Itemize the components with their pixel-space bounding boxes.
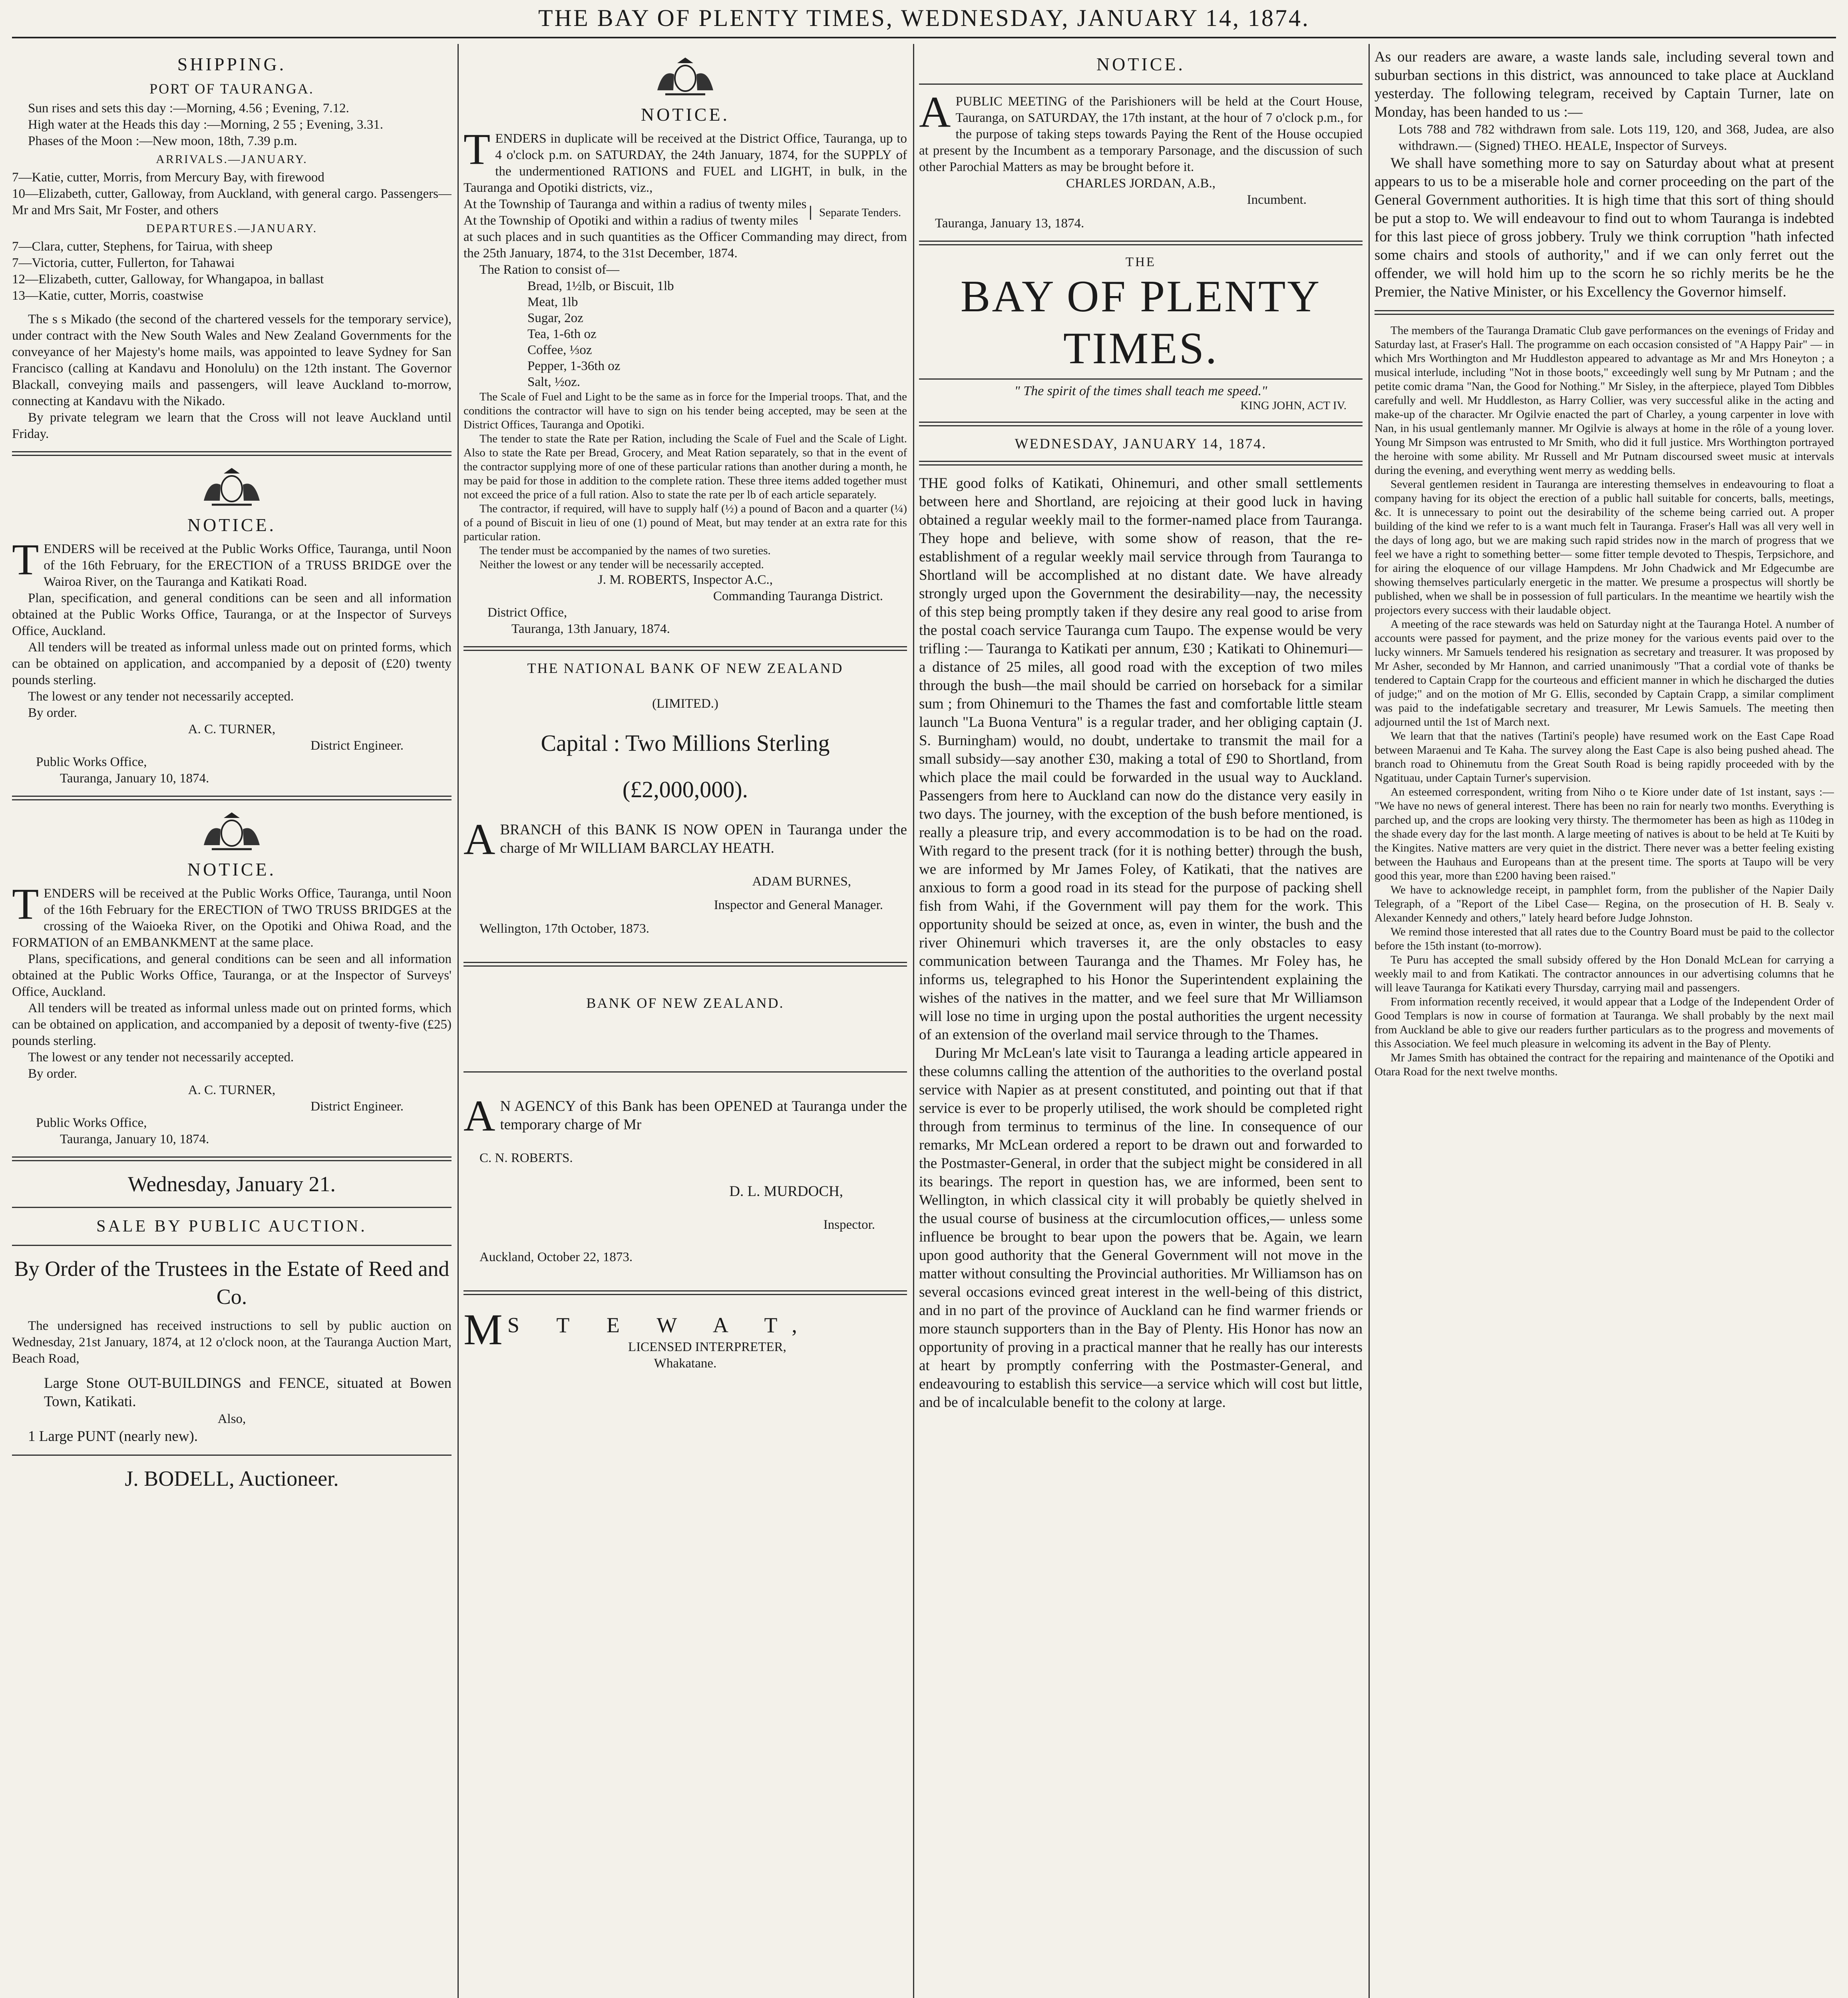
ration-item: Coffee, ⅓oz — [527, 343, 592, 357]
branch-body: BRANCH of this BANK IS NOW OPEN in Tauranga under the charge of Mr WILLIAM BARCLAY HEATH. — [500, 822, 907, 856]
ration-intro: The Ration to consist of— — [479, 263, 620, 277]
auction-item: 1 Large PUNT (nearly new). — [28, 1428, 198, 1445]
notice-body: ENDERS will be received at the Public Works Office, Tauranga, until Noon of the 16th February, for the ERECTION of a TRUSS BRIDGE over the Wairoa River, on the Tauranga and Katikati Road. — [44, 542, 452, 589]
bank-capital: Capital : Two Millions Sterling — [541, 730, 830, 756]
bank-capital-amount: (£2,000,000). — [622, 776, 748, 802]
divider — [12, 1245, 452, 1246]
bank-heading: THE NATIONAL BANK OF NEW ZEALAND — [527, 660, 843, 676]
column-1 — [12, 48, 452, 1998]
news-paragraph: An esteemed correspondent, writing from Niho o te Kiore under date of 1st instant, says :— "We have no news of general interest. There has been no rain for nearly two months. Everything is parched up, and the crops are looking very thirsty. The thermometer has been as high as 110deg in the shade every day for the last month. A large meeting of natives is about to be held at Te Kuiti by the Kingites. Native matters are very quiet in the district. There never was a better feeling existing between the Hauhaus and Europeans than at the present time. The sports at Taupo will be very good this year, more than £200 having been raised." — [1375, 786, 1834, 882]
royal-crest-icon — [196, 465, 268, 509]
high-water: High water at the Heads this day :—Morning, 2 55 ; Evening, 3.31. — [28, 117, 384, 132]
notice-heading: NOTICE. — [641, 104, 730, 125]
drop-cap: T — [12, 880, 39, 928]
notice-paragraph: The lowest or any tender not necessarily accepted. — [28, 689, 294, 704]
notice-date: Auckland, October 22, 1873. — [479, 1250, 633, 1264]
drop-cap: T — [12, 535, 39, 584]
signatory-title: Inspector. — [823, 1218, 875, 1232]
divider — [919, 461, 1363, 466]
notice-date: Tauranga, January 10, 1874. — [60, 1132, 209, 1146]
notice-date: Tauranga, January 10, 1874. — [60, 771, 209, 786]
news-paragraph: We learn that that the natives (Tartini's people) have resumed work on the East Cape Road between Maraenui and Te Kaha. The survey along the East Cape is also being pushed ahead. The branch road to Ohinemutu from the Great South Road is being rapidly proceeded with by the Ngatituau, under Captain Turner's supervision. — [1375, 730, 1834, 784]
news-paragraph: Mr James Smith has obtained the contract for the repairing and maintenance of the Opotiki and Otara Road for the next twelve months. — [1375, 1051, 1834, 1078]
signatory-title: Commanding Tauranga District. — [713, 589, 883, 603]
telegram-paragraph: By private telegram we learn that the Cross will not leave Auckland until Friday. — [12, 410, 452, 441]
ration-list — [463, 278, 907, 390]
news-paragraph: A meeting of the race stewards was held on Saturday night at the Tauranga Hotel. A number of accounts were passed for payment, and the prize money for the various events paid over to the lucky winners. Mr Samuels tendered his resignation as secretary and treasurer. It was proposed by Mr Asher, seconded by Mr Hannon, and carried unanimously "That a cordial vote of thanks be tendered to Captain Crapp for the courteous and efficient manner in which he discharged the duties of judge;" and on the motion of Mr G. Ellis, seconded by Captain Crapp, a similar compliment was paid to the indefatigable secretary and treasurer, Mr Lewis Samuels. The meeting then adjourned until the 1st of March next. — [1375, 618, 1834, 728]
signatory-title: District Engineer. — [310, 738, 404, 753]
column-rule — [1369, 44, 1370, 1998]
by-order: By order. — [28, 706, 77, 720]
notice-paragraph: The lowest or any tender not necessarily accepted. — [28, 1050, 294, 1065]
signatory: A. C. TURNER, — [188, 1083, 276, 1097]
divider — [12, 451, 452, 456]
notice-paragraph: The tender to state the Rate per Ration, including the Scale of Fuel and the Scale of Light. Also to state the Rate per Bread, Grocery, and Meat Ration separately, so that in the event of the contractor supplying more of one of these particular rations than another during a month, he may be paid for those in addition to the complete ration. These three items added together must not exceed the price of a full ration. Also to state the rate per lb of each article separately. — [463, 432, 907, 501]
arrival-entry: 7—Katie, cutter, Morris, from Mercury Bay, with firewood — [12, 170, 324, 185]
divider — [463, 646, 907, 651]
auctioneer: J. BODELL, Auctioneer. — [125, 1467, 339, 1491]
notice-date: Wellington, 17th October, 1873. — [479, 921, 649, 936]
agency-body: N AGENCY of this Bank has been OPENED at Tauranga under the temporary charge of Mr — [500, 1098, 907, 1133]
drop-cap: A — [463, 1091, 495, 1140]
notice-paragraph: Neither the lowest or any tender will be necessarily accepted. — [479, 558, 764, 571]
township: At the Township of Opotiki and within a radius of twenty miles — [463, 213, 798, 228]
signatory-title: Inspector and General Manager. — [714, 898, 883, 912]
office: Public Works Office, — [36, 1116, 147, 1130]
news-paragraph: We shall have something more to say on Saturday about what at present appears to us to be a miserable hole and corner proceeding on the part of the General Government authorities. It is high time that this sort of thing should be put a stop to. We will endeavour to find out to whom Tauranga is indebted for this last piece of gross jobbery. Truly we think corruption "hath infected some chairs and stools of authority," and if we can only ferret out the offender, we will hold him up to the scorn he so richly merits be he the Premier, the Native Minister, or his Excellency the Governor himself. — [1375, 155, 1834, 300]
port-heading: PORT OF TAURANGA. — [149, 81, 314, 97]
divider — [463, 1071, 907, 1073]
sun-times: Sun rises and sets this day :—Morning, 4.56 ; Evening, 7.12. — [28, 101, 349, 115]
news-paragraph: The members of the Tauranga Dramatic Club gave performances on the evenings of Friday and Saturday last, at Fraser's Hall. The programme on each occasion consisted of "A Happy Pair" — in which Mrs Worthington and Mr Huddleston appeared to advantage as Mr and Mrs Honeyton ; a musical interlude, including "Not in those boots," exceedingly well sung by Mr Putnam ; and the petite comic drama "Nan, the Good for Nothing." Mr Sisley, in the afterpiece, played Tom Dibbles carefully and well. Mr Huddleston, as Harry Collier, was very successful alike in the acting and make-up of the character. Mr Ogilvie enacted the part of Charley, a young carpenter in love with Nan, in his usual gentlemanly manner. Mr Ogilvie is always at home in the rôle of a young lover. Young Mr Simpson was entrusted to Mr Smith, who did it full justice. Mrs Worthington portrayed the heroine with some ability. Mr Russell and Mr Putnam discoursed sweet music at intervals during the evening, and everything went merry as wedding bells. — [1375, 324, 1834, 477]
notice-heading: NOTICE. — [187, 859, 277, 880]
divider — [919, 241, 1363, 245]
departures-heading: DEPARTURES.—JANUARY. — [146, 222, 318, 235]
mikado-paragraph: The s s Mikado (the second of the chartered vessels for the temporary service), under contract with the New South Wales and New Zealand Governments for the conveyance of her Majesty's home mails, was appointed to leave Sydney for San Francisco (calling at Kandavu and Honolulu) on the 12th instant. The Governor Blackall, conveying mails and passengers, will leave Auckland to-morrow, connecting at Kandavu with the Nikado. — [12, 312, 452, 408]
divider — [12, 1207, 452, 1208]
news-paragraph: Several gentlemen resident in Tauranga are interesting themselves in endeavouring to float a company having for its object the erection of a public hall suitable for concerts, balls, meetings, &c. It is unnecessary to point out the desirability of the scheme being carried out. A proper building of the kind we refer to is a want much felt in Tauranga. Fraser's Hall was all very well in the days of long ago, but we are making such rapid strides now in the march of progress that we feel we have a right to something better— some fitter temple devoted to Thespis, Terpsichore, and for airing the eloquence of our village Hampdens. Mr John Chadwick and Mr Edgecumbe are showing themselves particularly energetic in the matter. We presume a prospectus will shortly be published, when we shall be in possession of full particulars. In the meantime we heartily wish the projectors every success with their laudable object. — [1375, 478, 1834, 617]
notice-paragraph: All tenders will be treated as informal unless made out on printed forms, which can be obtained on application, and accompanied by a deposit of twenty-five (£25) pounds sterling. — [12, 1001, 452, 1048]
news-paragraph: We have to acknowledge receipt, in pamphlet form, from the publisher of the Napier Daily Telegraph, of a "Report of the Libel Case— Regina, on the prosecution of H. B. Sealy v. Alexander Kennedy and others," lately heard before Judge Johnston. — [1375, 884, 1834, 924]
divider — [919, 84, 1363, 85]
divider — [1375, 310, 1834, 315]
signatory-title: Incumbent. — [1247, 193, 1307, 207]
departure-entry: 13—Katie, cutter, Morris, coastwise — [12, 289, 203, 303]
office: Public Works Office, — [36, 755, 147, 769]
auction-body: The undersigned has received instructions to sell by public auction on Wednesday, 21st January, 1874, at 12 o'clock noon, at the Tauranga Auction Mart, Beach Road, — [12, 1319, 452, 1366]
township-block — [463, 196, 907, 229]
divider — [12, 1156, 452, 1161]
ration-item: Sugar, 2oz — [527, 311, 583, 325]
telegram-text: Lots 788 and 782 withdrawn from sale. Lots 119, 120, and 368, Judea, are also withdrawn.— (Signed) THEO. HEALE, Inspector of Surveys. — [1398, 122, 1834, 153]
arrivals-heading: ARRIVALS.—JANUARY. — [156, 153, 308, 166]
signatory: J. M. ROBERTS, Inspector A.C., — [597, 573, 773, 587]
signatory: D. L. MURDOCH, — [729, 1183, 843, 1200]
notice-paragraph: The tender must be accompanied by the names of two sureties. — [479, 544, 771, 557]
notice-paragraph: Plan, specification, and general conditions can be seen and all information obtained at the Public Works Office, Tauranga, or at the Inspector of Surveys Office, Auckland. — [12, 591, 452, 638]
notice-body: PUBLIC MEETING of the Parishioners will be held at the Court House, Tauranga, on SATURDAY, the 17th instant, at the hour of 7 o'clock p.m., for the purpose of taking steps towards Paying the Rent of the House occupied at present by the Incumbent as a temporary Parsonage, and the discussion of such other Parochial Matters as may be brought before it. — [919, 94, 1363, 174]
divider — [463, 962, 907, 967]
notice-date: Tauranga, January 13, 1874. — [935, 216, 1084, 231]
column-3 — [919, 48, 1363, 1998]
ration-item: Meat, 1lb — [527, 295, 578, 309]
township: At the Township of Tauranga and within a radius of twenty miles — [463, 197, 807, 211]
notice-heading: NOTICE. — [1096, 54, 1186, 74]
newspaper-masthead: THE BAY OF PLENTY TIMES, WEDNESDAY, JANUARY 14, 1874. — [538, 5, 1310, 31]
signatory-title: District Engineer. — [310, 1099, 404, 1114]
news-paragraph: From information recently received, it would appear that a Lodge of the Independent Order of Good Templars is now in course of formation at Tauranga. We shall probably by the next mail from Auckland be able to give our readers further particulars as to the progress and movements of this Association. We feel much pleasure in welcoming its advent in the Bay of Plenty. — [1375, 995, 1834, 1050]
signatory: CHARLES JORDAN, A.B., — [1066, 176, 1216, 191]
divider — [12, 1455, 452, 1456]
column-4 — [1375, 48, 1834, 1998]
royal-crest-icon — [196, 809, 268, 853]
ration-item: Pepper, 1-36th oz — [527, 359, 621, 373]
bank-heading: BANK OF NEW ZEALAND. — [586, 995, 784, 1011]
by-order: By order. — [28, 1067, 77, 1081]
departure-entry: 7—Clara, cutter, Stephens, for Tairua, with sheep — [12, 239, 273, 254]
notice-body: ENDERS will be received at the Public Works Office, Tauranga, until Noon of the 16th February for the ERECTION of TWO TRUSS BRIDGES at the crossing of the Waioeka River, on the Opotiki and Ohiwa Road, and the FORMATION of an EMBANKMENT at the same place. — [12, 886, 452, 950]
stewart-title: LICENSED INTERPRETER, — [628, 1340, 786, 1354]
drop-cap: M — [463, 1305, 503, 1354]
masthead-rule — [12, 37, 1836, 38]
signatory: A. C. TURNER, — [188, 722, 276, 736]
notice-paragraph: Plans, specifications, and general conditions can be seen and all information obtained at the Public Works Office, Tauranga, or at the Inspector of Surveys' Office, Auckland. — [12, 952, 452, 999]
leader-paragraph: THE good folks of Katikati, Ohinemuri, and other small settlements between here and Shortland, are rejoicing at their good luck in having obtained a regular weekly mail to the former-named place from Tauranga. They hope and believe, with some show of reason, that the re-establishment of a regular weekly mail service through from Tauranga to Shortland will be accomplished at no distant date. We have already strongly urged upon the Government the desirability—nay, the necessity of this step being promptly taken if they desire any real good to arise from the postal coach service Tauranga cum Taupo. The expense would be very trifling :— Tauranga to Katikati per annum, £30 ; Katikati to Ohinemuri—a distance of 25 miles, all good road with the exception of two miles through the bush—the mail should be carried on horseback for a similar sum ; from Ohinemuri to the Thames the fast and comfortable little steam launch "La Buona Ventura" is a regular trader, and her obliging captain (J. S. Burningham) would, no doubt, undertake to transmit the mail for a small subsidy—say another £30, making a total of £90 to Shortland, from which place the mail could be forwarded in the usual way to Auckland. Passengers from here to Auckland can now do the distance very easily in two days. The journey, with the exception of the bush before mentioned, is really a pleasure trip, and every accommodation is to be had on the road. With regard to the present track (for it is nothing better) through the bush, we are informed by Mr James Foley, of Katikati, that the natives are anxious to form a good road in its stead for the purpose of packing shell fish from Wahi, if the Government will pay them for the work. This opportunity should be seized at once, as, even in winter, the bush and the river Ohinemuri which traverses it, are the only obstacles to easy communication between Tauranga and the Thames. Mr Foley has, he informs us, telegraphed to his Honor the Superintendent explaining the wishes of the natives in the matter, and we feel sure that Mr Williamson will lose no time in urging upon the postal authorities the urgent necessity of an extension of the overland mail service through to the Thames. — [919, 475, 1363, 1043]
news-paragraph: As our readers are aware, a waste lands sale, including several town and suburban sections in this district, was announced to take place at Auckland yesterday. The following telegram, received by Captain Turner, late on Monday, has been handed to us :— — [1375, 49, 1834, 120]
ration-item: Bread, 1½lb, or Biscuit, 1lb — [527, 279, 674, 293]
departure-entry: 12—Elizabeth, cutter, Galloway, for Whangapoa, in ballast — [12, 272, 324, 287]
drop-cap: T — [463, 125, 491, 173]
auction-heading: SALE BY PUBLIC AUCTION. — [96, 1217, 367, 1236]
auction-item: Large Stone OUT-BUILDINGS and FENCE, situated at Bowen Town, Katikati. — [44, 1375, 452, 1410]
auction-order: By Order of the Trustees in the Estate of Reed and Co. — [14, 1257, 450, 1309]
notice-paragraph: The Scale of Fuel and Light to be the same as in force for the Imperial troops. That, and the conditions the contractor will have to sign on his tender being accepted, may be seen at the District Offices, Tauranga and Opotiki. — [463, 390, 907, 431]
notice-paragraph: The contractor, if required, will have to supply half (½) a pound of Bacon and a quarter (¼) of a pound of Biscuit in lieu of one (1) pound of Meat, but may tender at an extra rate for this particular ration. — [463, 502, 907, 543]
leader-paragraph: During Mr McLean's late visit to Tauranga a leading article appeared in these columns calling the attention of the authorities to the overland postal service with Napier as at present constituted, and pointing out that if that service is ever to be properly utilised, the work should be completed right through from terminus to terminus of the line. In consequence of our remarks, Mr McLean ordered a report to be drawn out and forwarded to the Postmaster-General, in order that the subject might be considered in all its bearings. The report in question has, we are informed, been sent to Wellington, in which classical city it will probably be quietly shelved in the usual course of business at the circumlocution offices,— unless some influence be brought to bear upon the powers that be. Again, we learn upon good authority that the General Government will not move in the matter without consulting the Provincial authorities. Mr Williamson has on several occasions evinced great interest in the well-being of this district, and in no part of the province of Auckland can he find warmer friends or more staunch supporters than in the Bay of Plenty. His Honor has now an opportunity of proving in a practical manner that he really has our interests at heart by promptly conferring with the Postmaster-General, and endeavouring to establish this service—a service which will cost but little, and be of incalculable benefit to the colony at large. — [919, 1045, 1363, 1411]
moon-phase: Phases of the Moon :—New moon, 18th, 7.39 p.m. — [28, 134, 297, 148]
paper-motto: " The spirit of the times shall teach me speed." — [1014, 384, 1267, 398]
ration-item: Salt, ½oz. — [527, 375, 580, 389]
arrival-entry: 10—Elizabeth, cutter, Galloway, from Auckland, with general cargo. Passengers—Mr and Mrs Sait, Mr Foster, and others — [12, 187, 452, 217]
notice-body: ENDERS in duplicate will be received at the District Office, Tauranga, up to 4 o'clock p.m. on SATURDAY, the 24th January, 1874, for the SUPPLY of the undermentioned RATIONS and FUEL and LIGHT, in bulk, in the Tauranga and Opotiki districts, viz., — [463, 131, 907, 195]
quantities-paragraph: at such places and in such quantities as the Officer Commanding may direct, from the 25th January, 1874, to the 31st December, 1874. — [463, 230, 907, 261]
office: District Office, — [487, 605, 567, 620]
stewart-name: S T E W A T, — [507, 1313, 813, 1337]
column-rule — [913, 44, 914, 1998]
paper-title: BAY OF PLENTY TIMES. — [960, 272, 1321, 373]
news-paragraph: Te Puru has accepted the small subsidy offered by the Hon Donald McLean for carrying a weekly mail to and from Katikati. The contractor announces in our advertising columns that he will leave Tauranga for Katikati every Thursday, carrying mail and passengers. — [1375, 953, 1834, 994]
departure-entry: 7—Victoria, cutter, Fullerton, for Tahawai — [12, 256, 235, 270]
shipping-heading: SHIPPING. — [177, 54, 286, 74]
signatory: ADAM BURNES, — [752, 874, 851, 889]
agency-name: C. N. ROBERTS. — [479, 1151, 573, 1165]
paper-the: THE — [1125, 255, 1156, 269]
auction-also: Also, — [217, 1412, 246, 1426]
divider — [919, 422, 1363, 426]
notice-paragraph: All tenders will be treated as informal unless made out on printed forms, which can be obtained on application, and accompanied by a deposit of (£20) twenty pounds sterling. — [12, 640, 452, 687]
divider — [463, 1290, 907, 1295]
stewart-place: Whakatane. — [654, 1356, 717, 1371]
drop-cap: A — [919, 88, 951, 136]
bank-limited: (LIMITED.) — [652, 697, 718, 711]
drop-cap: A — [463, 815, 495, 864]
column-rule — [458, 44, 459, 1998]
auction-date: Wednesday, January 21. — [128, 1172, 336, 1196]
ration-item: Tea, 1-6th oz — [527, 327, 597, 341]
news-paragraph: We remind those interested that all rates due to the Country Board must be paid to the collector before the 15th instant (to-morrow). — [1375, 925, 1834, 952]
royal-crest-icon — [649, 54, 721, 98]
divider — [12, 796, 452, 800]
divider — [919, 378, 1363, 380]
separate-tenders: Separate Tenders. — [810, 206, 907, 220]
dateline: WEDNESDAY, JANUARY 14, 1874. — [1015, 436, 1267, 452]
notice-date: Tauranga, 13th January, 1874. — [511, 622, 670, 636]
column-2 — [463, 48, 907, 1998]
notice-heading: NOTICE. — [187, 515, 277, 535]
motto-source: KING JOHN, ACT IV. — [1240, 399, 1347, 412]
